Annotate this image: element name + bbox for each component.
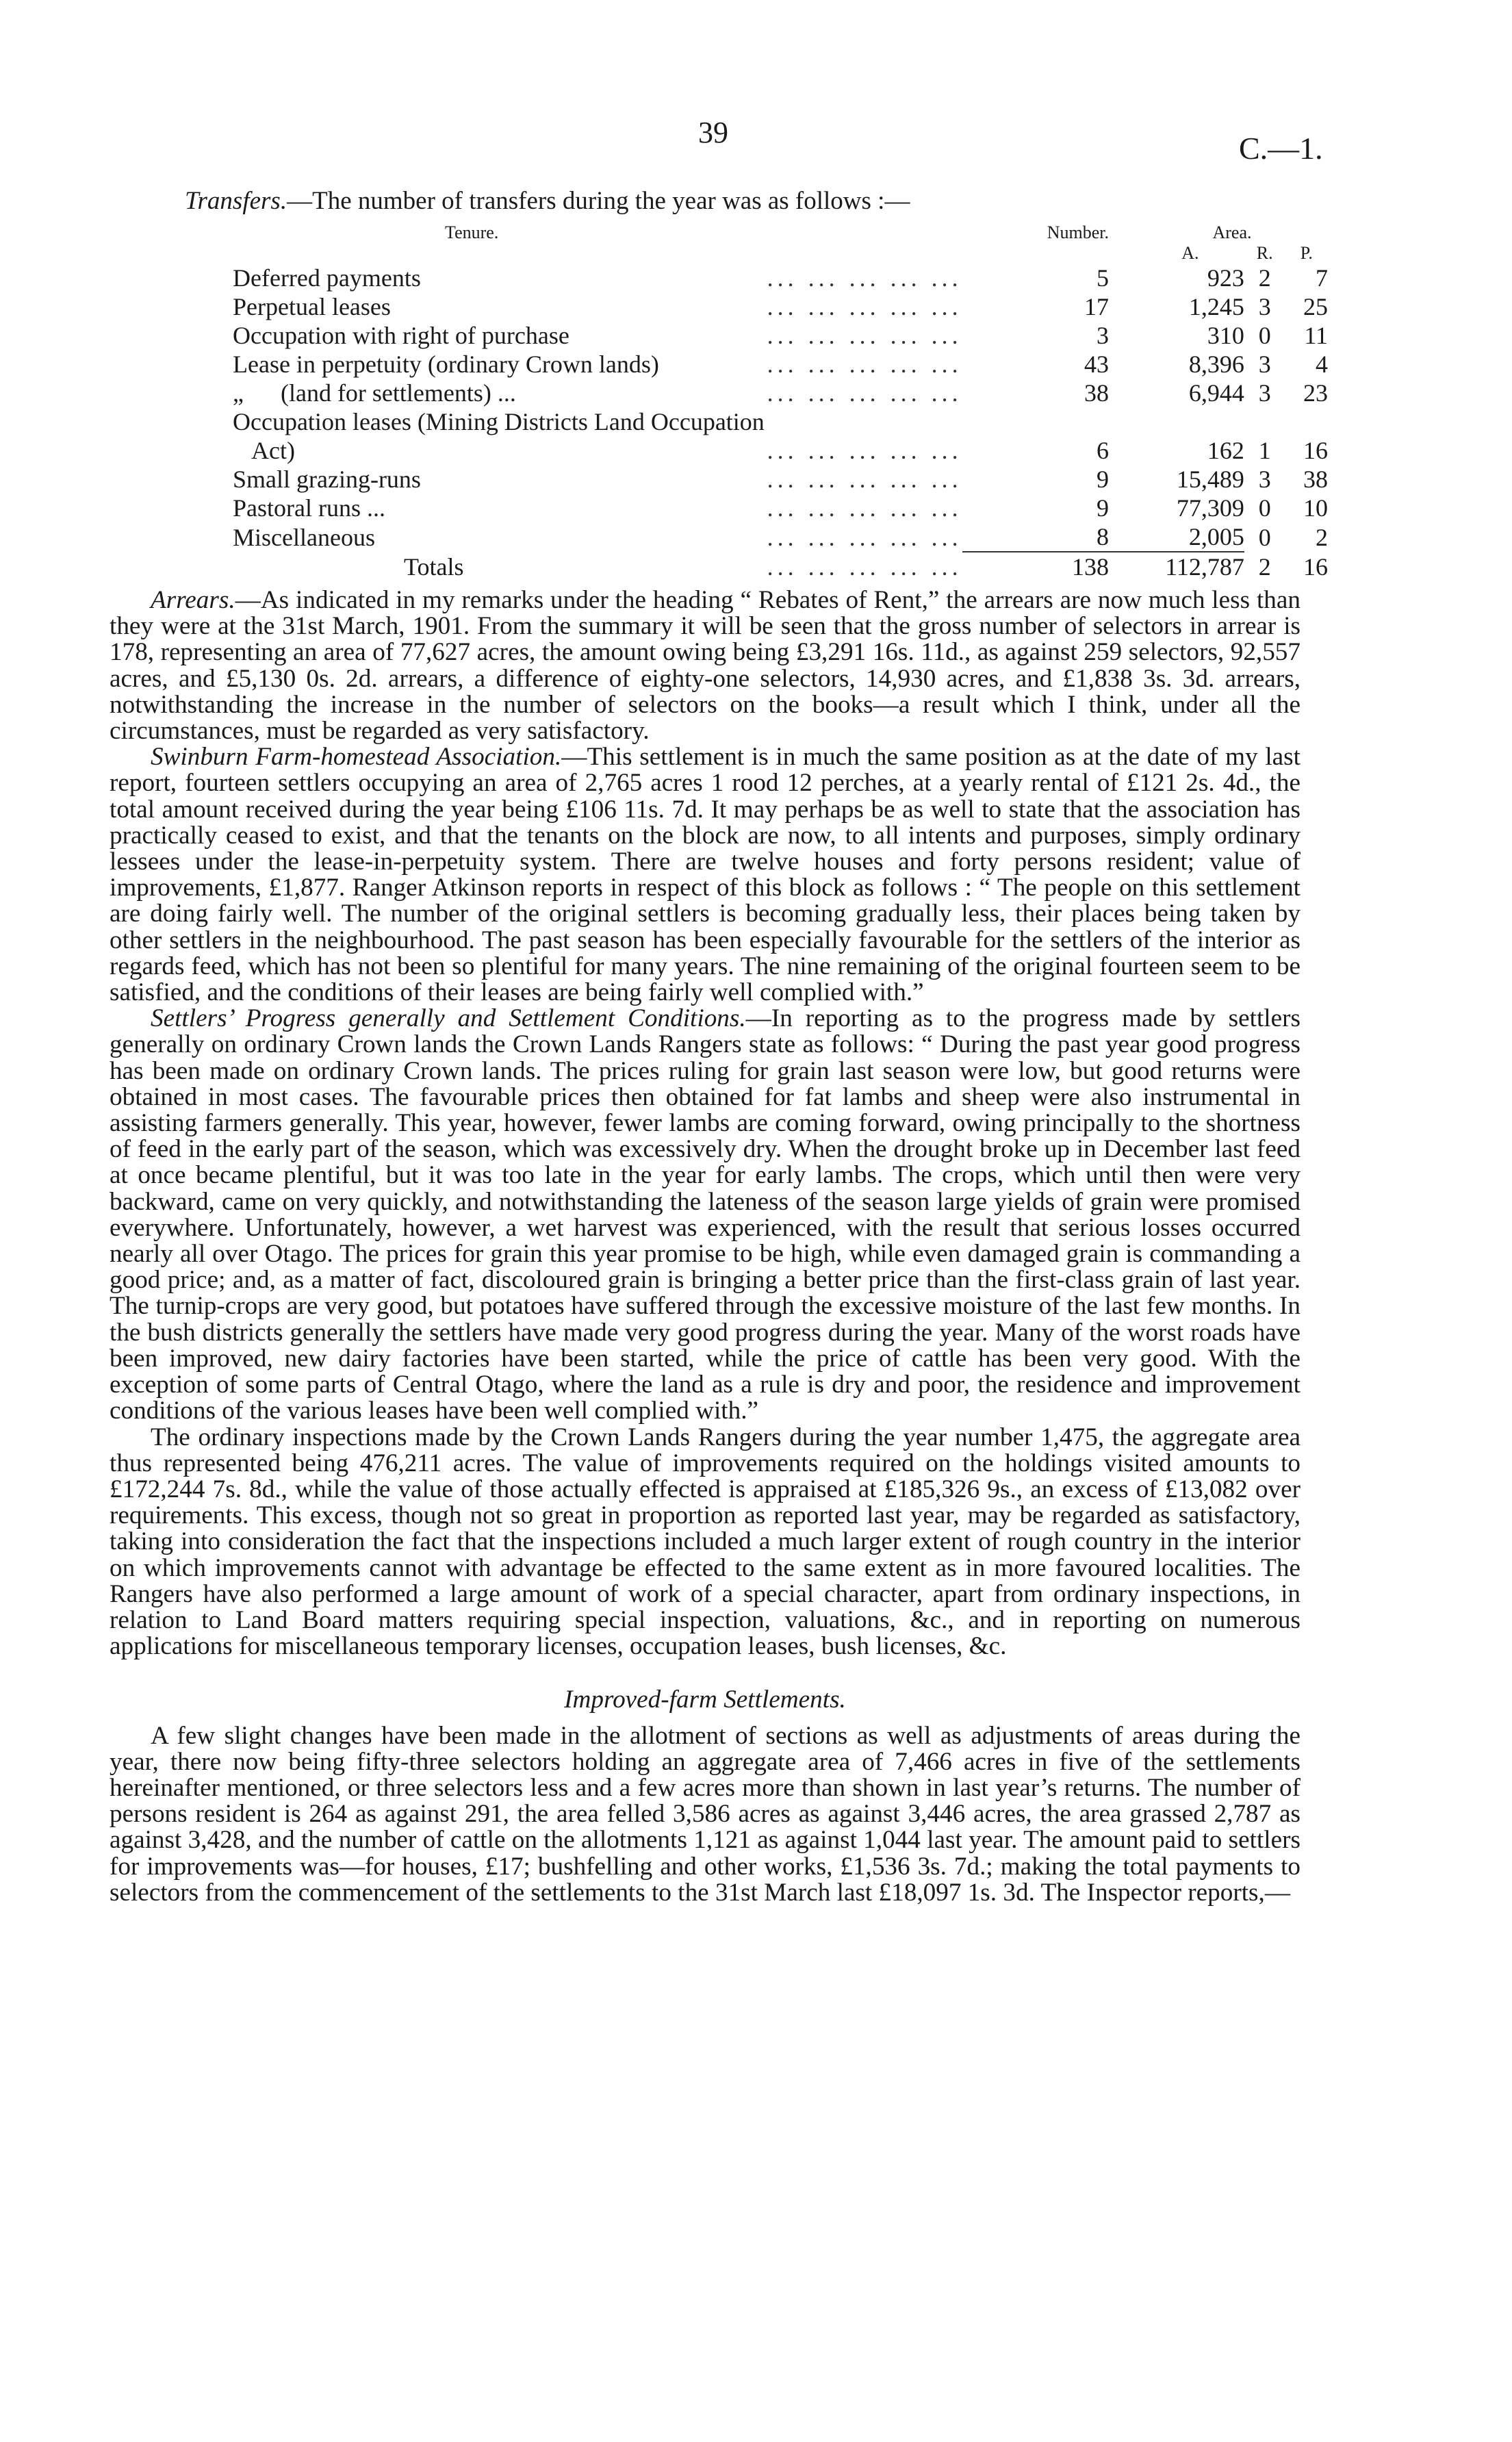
paragraph [110, 744, 1300, 1006]
paragraph-text: —As indicated in my remarks under the heading “ Rebates of Rent,” the arrears are now much less than they were at the 31st March, 1901. From the summary it will be seen that the gross number of selectors in arrear is 178, representing an area of 77,627 acres, the amount owing being £3,291 16s. 11d., as against 259 selectors, 92,557 acres, and £5,130 0s. 2d. arrears, a difference of eighty-one selectors, 14,930 acres, and £1,838 3s. 3d. arrears, notwithstanding the increase in the number of selectors on the books—a result which I think, under all the circumstances, must be regarded as very satisfactory. [110, 586, 1300, 746]
transfers-table-body [233, 264, 1328, 581]
leader-dots: ... ... ... ... ... [767, 379, 962, 407]
cell-a [1136, 407, 1244, 436]
table-row [233, 465, 1328, 494]
cell-a: 8,396 [1188, 351, 1244, 378]
cell-p: 11 [1304, 322, 1328, 349]
cell-tenure [233, 436, 962, 465]
cell-a: 6,944 [1188, 379, 1244, 407]
cell-p: 25 [1303, 293, 1328, 320]
section-heading-text: Improved-farm Settlements. [564, 1686, 846, 1714]
tenure-label: Perpetual leases [233, 293, 391, 320]
paragraph-text: —This settlement is in much the same position as at the date of my last report, fourteen settlers occupying an area of 2,765 acres 1 rood 12 perches, at a yearly rental of £121 2s. 4d., the total amount received during the year being £106 11s. 7d. It may perhaps be as well to state that the association has practically ceased to exist, and that the tenants on the block are now, to all intents and purposes, simply ordinary lessees under the lease-in-perpetuity system. There are twelve houses and forty persons resident; value of improvements, £1,877. Ranger Atkinson reports in respect of this block as follows : “ The people on this settlement are doing fairly well. The number of the original settlers is becoming gradually less, their places being taken by other settlers in the neighbourhood. The past season has been especially favourable for the settlers of the interior as regards feed, which has not been so plentiful for many years. The nine remaining of the original fourteen seem to be satisfied, and the conditions of their leases are being fairly well complied with.” [110, 743, 1300, 1007]
cell-p: 23 [1303, 379, 1328, 407]
cell-a: 77,309 [1176, 494, 1244, 522]
table-row [233, 292, 1328, 321]
table-row [233, 264, 1328, 292]
cell-tenure [233, 379, 962, 407]
cell-a: 2,005 [1188, 523, 1244, 550]
cell-tenure [233, 494, 962, 522]
cell-number: 17 [1084, 293, 1109, 320]
leader-dots: ... ... ... ... ... [767, 264, 962, 292]
paragraph [110, 587, 1300, 744]
cell-number [962, 407, 1136, 436]
tenure-label: Act) [233, 437, 295, 464]
document-reference: C.—1. [1239, 131, 1323, 166]
cell-r: 3 [1258, 293, 1271, 320]
header-number: Number. [1047, 222, 1109, 242]
leader-dots: ... ... ... ... ... [767, 437, 962, 464]
cell-number: 9 [1096, 494, 1109, 522]
table-row [233, 494, 1328, 522]
cell-a: 310 [1207, 322, 1244, 349]
tenure-label: Lease in perpetuity (ordinary Crown lands) [233, 351, 659, 378]
cell-p: 4 [1316, 351, 1328, 378]
tenure-label: Small grazing-runs [233, 466, 421, 493]
cell-a: 15,489 [1176, 466, 1244, 493]
cell-p: 7 [1316, 264, 1328, 292]
cell-tenure [233, 407, 962, 436]
cell-tenure [233, 264, 962, 292]
tenure-label: Miscellaneous [233, 524, 375, 551]
tenure-label: Pastoral runs ... [233, 494, 385, 522]
transfers-heading: Transfers. [185, 187, 287, 215]
table-subheader-row [233, 243, 1328, 264]
cell-number: 8 [1096, 523, 1109, 550]
cell-tenure [233, 321, 962, 350]
transfers-intro [185, 186, 910, 216]
leader-dots: ... ... ... ... ... [767, 553, 962, 581]
leader-dots: ... ... ... ... ... [767, 494, 962, 522]
leader-dots: ... ... ... ... ... [767, 322, 962, 349]
cell-p: 10 [1303, 494, 1328, 522]
cell-number: 9 [1096, 466, 1109, 493]
header-tenure: Tenure. [445, 222, 499, 242]
report-body [110, 587, 1300, 1906]
table-row [233, 379, 1328, 407]
cell-totals-label [233, 552, 962, 581]
header-perches: P. [1300, 243, 1313, 263]
table-row [233, 436, 1328, 465]
cell-r [1244, 407, 1285, 436]
cell-number: 38 [1084, 379, 1109, 407]
page-number: 39 [698, 116, 728, 149]
cell-r: 1 [1258, 437, 1271, 464]
cell-r: 0 [1258, 322, 1271, 349]
cell-total-r: 2 [1258, 553, 1271, 581]
transfers-table [233, 222, 1328, 581]
cell-r: 2 [1258, 264, 1271, 292]
cell-r: 3 [1258, 379, 1271, 407]
paragraph-lead: Swinburn Farm-homestead Association. [151, 743, 562, 772]
paragraph [110, 1006, 1300, 1424]
header-roods: R. [1256, 243, 1273, 263]
cell-p [1285, 407, 1328, 436]
cell-p: 38 [1303, 466, 1328, 493]
cell-total-a: 112,787 [1136, 552, 1244, 581]
tenure-label: „ (land for settlements) ... [233, 379, 516, 407]
cell-total-p: 16 [1303, 553, 1328, 581]
cell-number: 5 [1096, 264, 1109, 292]
cell-number: 3 [1096, 322, 1109, 349]
cell-a: 923 [1207, 264, 1244, 292]
leader-dots: ... ... ... ... ... [767, 293, 962, 320]
cell-tenure [233, 292, 962, 321]
header-acres: A. [1181, 243, 1199, 263]
cell-r: 3 [1258, 466, 1271, 493]
cell-p: 16 [1303, 437, 1328, 464]
table-row [233, 407, 1328, 436]
leader-dots: ... ... ... ... ... [767, 466, 962, 493]
tenure-label: Deferred payments [233, 264, 421, 292]
paragraph-text: The ordinary inspections made by the Crown Lands Rangers during the year number 1,475, the aggregate area thus represented being 476,211 acres. The value of improvements required on the holdings visited amounts to £172,244 7s. 8d., while the value of those actually effected is appraised at £185,326 9s., an excess of £13,082 over requirements. This excess, though not so great in proportion as reported last year, may be regarded as satisfactory, taking into consideration the fact that the inspections included a much larger extent of rough country in the interior on which improvements cannot with advantage be effected to the same extent as in more favoured localities. The Rangers have also performed a large amount of work of a special character, apart from ordinary inspections, in relation to Land Board matters requiring special inspection, valuations, &c., and in reporting on numerous applications for miscellaneous temporary licenses, occupation leases, bush licenses, &c. [110, 1423, 1300, 1661]
cell-tenure [233, 350, 962, 379]
table-row [233, 350, 1328, 379]
cell-r: 3 [1258, 351, 1271, 378]
totals-label: Totals [404, 553, 464, 581]
cell-total-number: 138 [962, 552, 1136, 581]
section-heading [110, 1687, 1300, 1713]
table-header-row [233, 222, 1328, 243]
transfers-intro-text: —The number of transfers during the year was as follows :— [287, 187, 910, 215]
cell-r: 0 [1258, 494, 1271, 522]
cell-tenure [233, 465, 962, 494]
paragraph-lead: Arrears. [151, 586, 235, 614]
cell-a: 1,245 [1188, 293, 1244, 320]
final-paragraph: A few slight changes have been made in the allotment of sections as well as adjustments of areas during the year, there now being fifty-three selectors holding an aggregate area of 7,466 acres in five of the settlements hereinafter mentioned, or three selectors less and a few acres more than shown in last year’s returns. The number of persons resident is 264 as against 291, the area felled 3,586 acres as against 3,446 acres, the area grassed 2,787 as against 3,428, and the number of cattle on the allotments 1,121 as against 1,044 last year. The amount paid to settlers for improvements was—for houses, £17; bushfelling and other works, £1,536 3s. 7d.; making the total payments to selectors from the commencement of the settlements to the 31st March last £18,097 1s. 3d. The Inspector reports,— [110, 1721, 1300, 1907]
cell-r: 0 [1258, 524, 1271, 551]
header-area: Area. [1212, 222, 1252, 242]
table-row [233, 321, 1328, 350]
totals-row [233, 552, 1328, 581]
leader-dots: ... ... ... ... ... [767, 524, 962, 551]
cell-number: 43 [1084, 351, 1109, 378]
cell-a: 162 [1207, 437, 1244, 464]
cell-tenure [233, 522, 962, 552]
paragraph-lead: Settlers’ Progress generally and Settlement Conditions. [151, 1004, 746, 1033]
paragraph [110, 1425, 1300, 1660]
tenure-label: Occupation leases (Mining Districts Land Occupation [233, 408, 765, 435]
paragraph-text: —In reporting as to the progress made by settlers generally on ordinary Crown lands the Crown Lands Rangers state as follows: “ During the past year good progress has been made on ordinary Crown lands. The prices ruling for grain last season were low, but good returns were obtained in most cases. The favourable prices then obtained for fat lambs and sheep were also instrumental in assisting farmers generally. This year, however, fewer lambs are coming forward, owing principally to the shortness of feed in the early part of the season, which was excessively dry. When the drought broke up in December last feed at once became plentiful, but it was too late in the year for early lambs. The crops, which until then were very backward, came on very quickly, and notwithstanding the lateness of the season large yields of grain were promised everywhere. Unfortunately, however, a wet harvest was experienced, with the result that serious losses occurred nearly all over Otago. The prices for grain this year promise to be high, while even damaged grain is commanding a good price; and, as a matter of fact, discoloured grain is bringing a better price than the first-class grain of last year. The turnip-crops are very good, but potatoes have suffered through the excessive moisture of the last few months. In the bush districts generally the settlers have made very good progress during the year. Many of the worst roads have been improved, new dairy factories have been started, while the price of cattle has been very good. With the exception of some parts of Central Otago, where the land as a rule is dry and poor, the residence and improvement conditions of the various leases have been well complied with.” [110, 1004, 1300, 1425]
tenure-label: Occupation with right of purchase [233, 322, 569, 349]
table-row [233, 522, 1328, 552]
cell-number: 6 [1096, 437, 1109, 464]
cell-p: 2 [1316, 524, 1328, 551]
leader-dots: ... ... ... ... ... [767, 351, 962, 378]
